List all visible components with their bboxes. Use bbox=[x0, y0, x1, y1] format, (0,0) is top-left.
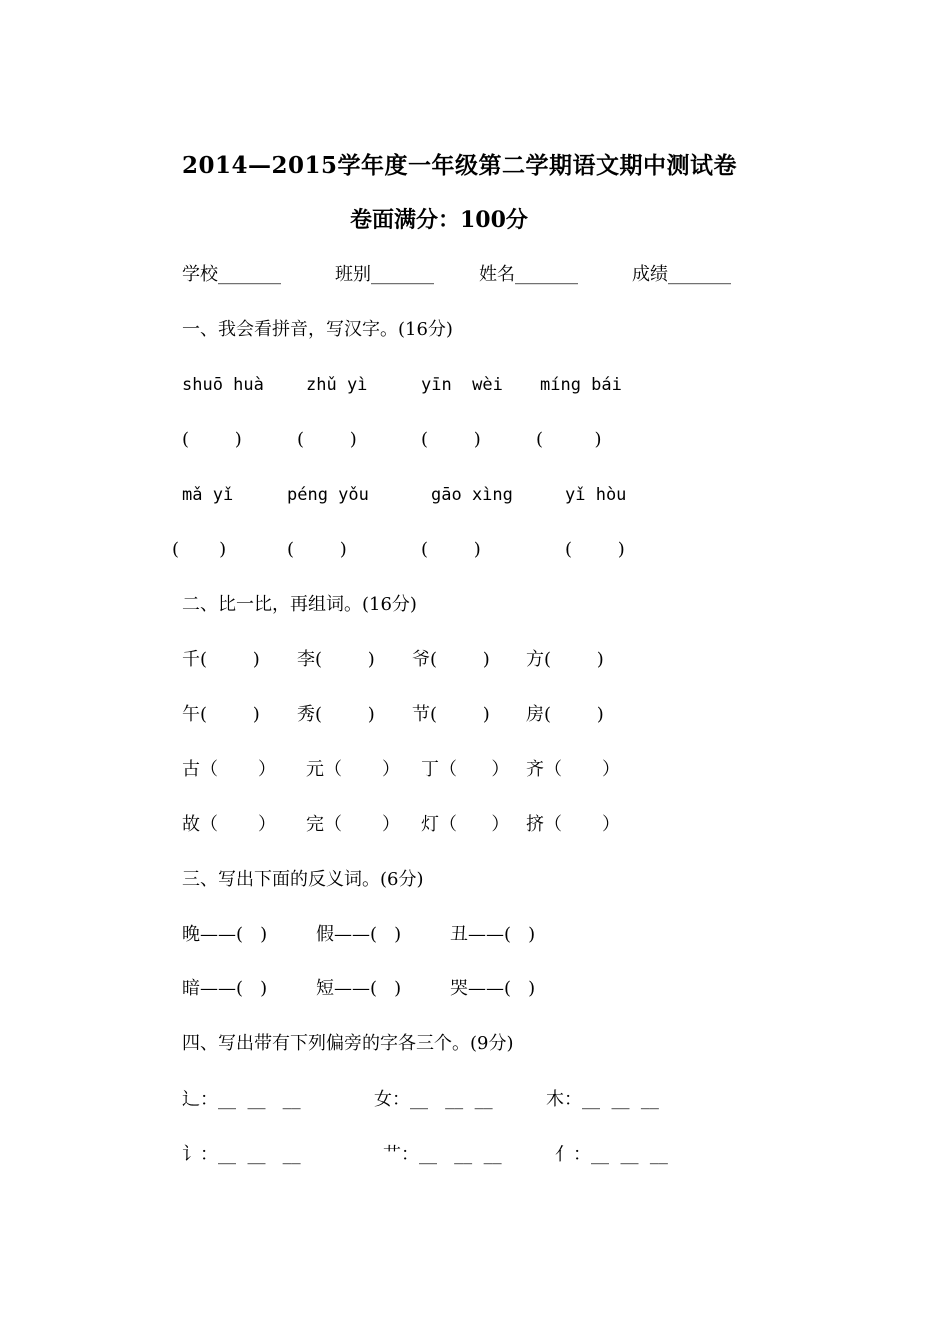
section-1-heading: 一、我会看拼音，写汉字。(16分) bbox=[182, 319, 453, 340]
antonym-item: 哭——( ) bbox=[450, 978, 536, 999]
antonym-item: 暗——( ) bbox=[182, 978, 268, 999]
section-4-heading: 四、写出带有下列偏旁的字各三个。(9分) bbox=[182, 1033, 514, 1054]
answer-blank: ( ) bbox=[536, 429, 602, 450]
pinyin-item: mǎ yǐ bbox=[182, 485, 234, 505]
page-title: 2014—2015学年度一年级第二学期语文期中测试卷 bbox=[182, 152, 738, 179]
radical-item: 女：__ __ __ bbox=[374, 1089, 493, 1110]
info-school: 学校_______ bbox=[182, 264, 281, 285]
compare-word-item: 故（ ） bbox=[182, 814, 277, 835]
answer-blank: ( ) bbox=[172, 539, 227, 560]
section-3-heading: 三、写出下面的反义词。(6分) bbox=[182, 869, 424, 890]
section-2-heading: 二、比一比，再组词。(16分) bbox=[182, 594, 417, 615]
pinyin-item: péng yǒu bbox=[287, 485, 369, 505]
answer-blank: ( ) bbox=[421, 539, 481, 560]
radical-item: 讠：__ __ __ bbox=[182, 1144, 301, 1165]
antonym-item: 晚——( ) bbox=[182, 924, 268, 945]
answer-blank: ( ) bbox=[421, 429, 481, 450]
compare-word-item: 节( ) bbox=[412, 704, 490, 725]
pinyin-item: gāo xìng bbox=[431, 485, 513, 505]
radical-item: 亻：__ __ __ bbox=[555, 1144, 668, 1165]
compare-word-item: 方( ) bbox=[526, 649, 604, 670]
antonym-item: 假——( ) bbox=[316, 924, 402, 945]
info-score: 成绩_______ bbox=[632, 264, 731, 285]
compare-word-item: 午( ) bbox=[182, 704, 260, 725]
compare-word-item: 齐（ ） bbox=[526, 759, 621, 780]
radical-item: 艹：__ __ __ bbox=[383, 1144, 502, 1165]
answer-blank: ( ) bbox=[565, 539, 625, 560]
info-name: 姓名_______ bbox=[479, 264, 578, 285]
compare-word-item: 元（ ） bbox=[306, 759, 401, 780]
compare-word-item: 房( ) bbox=[526, 704, 604, 725]
compare-word-item: 秀( ) bbox=[297, 704, 375, 725]
antonym-item: 丑——( ) bbox=[450, 924, 536, 945]
compare-word-item: 爷( ) bbox=[412, 649, 490, 670]
pinyin-item: yīn wèi bbox=[421, 375, 503, 395]
compare-word-item: 古（ ） bbox=[182, 759, 277, 780]
compare-word-item: 完（ ） bbox=[306, 814, 401, 835]
compare-word-item: 丁（ ） bbox=[421, 759, 510, 780]
radical-item: 木：__ __ __ bbox=[546, 1089, 659, 1110]
page-subtitle: 卷面满分：100分 bbox=[350, 207, 528, 233]
compare-word-item: 千( ) bbox=[182, 649, 260, 670]
compare-word-item: 灯（ ） bbox=[421, 814, 510, 835]
pinyin-item: shuō huà bbox=[182, 375, 264, 395]
info-class: 班别_______ bbox=[335, 264, 434, 285]
compare-word-item: 李( ) bbox=[297, 649, 375, 670]
radical-item: 辶：__ __ __ bbox=[182, 1089, 301, 1110]
antonym-item: 短——( ) bbox=[316, 978, 402, 999]
answer-blank: ( ) bbox=[297, 429, 357, 450]
pinyin-item: míng bái bbox=[540, 375, 622, 395]
answer-blank: ( ) bbox=[287, 539, 347, 560]
pinyin-item: yǐ hòu bbox=[565, 485, 627, 505]
answer-blank: ( ) bbox=[182, 429, 242, 450]
pinyin-item: zhǔ yì bbox=[306, 375, 368, 395]
compare-word-item: 挤（ ） bbox=[526, 814, 621, 835]
